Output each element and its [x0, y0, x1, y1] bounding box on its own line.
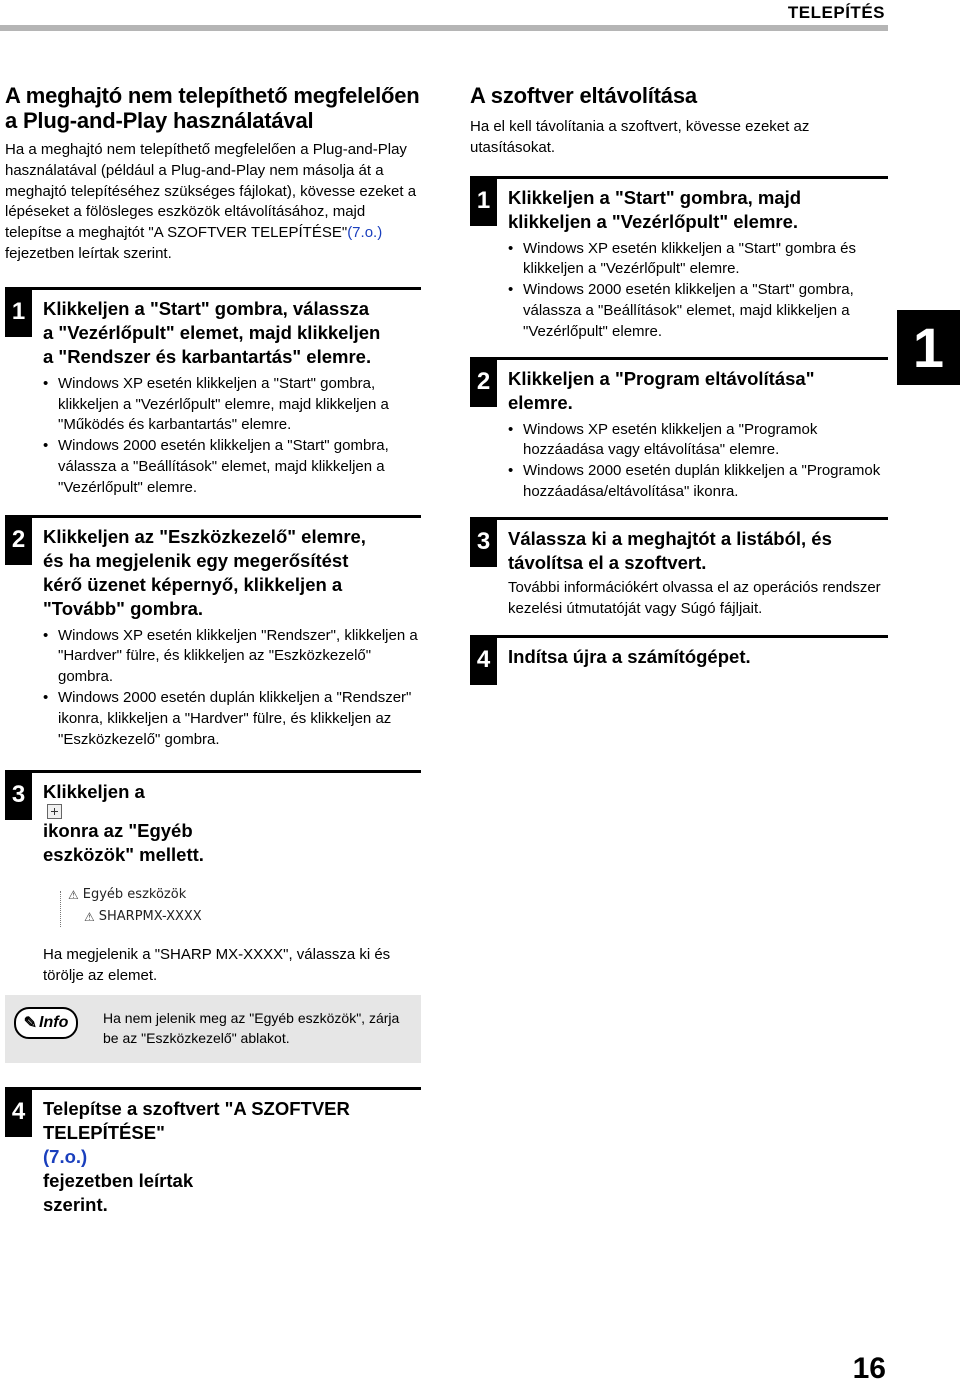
- step-rule: [496, 517, 888, 520]
- left-title-line1: A meghajtó nem telepíthető megfelelően: [5, 83, 420, 108]
- left-column: [5, 83, 421, 1217]
- step-body: Ha megjelenik a "SHARP MX-XXXX", válassza ki és törölje az elemet.: [43, 946, 391, 985]
- step-rule: [496, 357, 888, 360]
- header-rule: [0, 25, 888, 31]
- step-rule: [496, 176, 888, 179]
- tree-connector: [60, 891, 62, 927]
- chapter-tab: 1: [897, 310, 960, 385]
- left-title-line2: a Plug-and-Play használatával: [5, 108, 314, 133]
- step-title: [43, 515, 421, 621]
- right-step-1: [470, 176, 888, 343]
- step-title-line: Klikkeljen a "Program eltávolítása": [508, 367, 815, 389]
- tree-item-label: Egyéb eszközök: [82, 887, 187, 903]
- left-step-3: [5, 770, 421, 1063]
- device-tree-screenshot: [48, 883, 228, 933]
- bullet-item: • Windows 2000 esetén klikkeljen a "Start" gombra, válassza a "Beállítások" elemet, majd klikkeljen a "Vezérlőpult" elemre.: [43, 436, 421, 498]
- step-title: [43, 1087, 421, 1217]
- step-body: További információkért olvassa el az operációs rendszer kezelési útmutatóját vagy Súgó fájljait.: [508, 578, 881, 617]
- left-step-1: [5, 287, 421, 499]
- step-title-line: Indítsa újra a számítógépet.: [508, 646, 751, 668]
- left-intro-text: Ha a meghajtó nem telepíthető megfelelően a Plug-and-Play használatával (például a Plug-and-Play nem másolja át a meghajtó telepítéséhez szükséges fájlokat), kövesse ezeket a lépéseket a fölösleges eszközök eltávolításához, majd telepítse a meghajtót "A SZOFTVER TELEPÍTÉSE": [5, 141, 417, 242]
- step-title-line: eszközök" mellett.: [43, 844, 204, 866]
- step-title-line: Klikkeljen a "Start" gombra, majd: [508, 186, 802, 208]
- step-number: 3: [5, 770, 32, 820]
- step-title-line: "Tovább" gombra.: [43, 597, 204, 619]
- step-number: 4: [5, 1087, 32, 1137]
- bullet-item: • Windows 2000 esetén klikkeljen a "Start" gombra, válassza a "Beállítások" elemet, majd klikkeljen a "Vezérlőpult" elemre.: [508, 280, 888, 342]
- header-title: TELEPÍTÉS: [787, 3, 885, 22]
- right-section-title: A szoftver eltávolítása: [470, 83, 697, 108]
- step-rule: [31, 1087, 421, 1090]
- step-number: 1: [470, 176, 497, 226]
- step-title-line: Telepítse a szoftvert "A SZOFTVER: [43, 1097, 350, 1119]
- step-bullets: [43, 626, 421, 751]
- step-number: 2: [5, 515, 32, 565]
- step-title: [43, 287, 421, 369]
- step-title: [508, 517, 888, 575]
- left-intro-end: fejezetben leírtak szerint.: [5, 244, 172, 262]
- right-intro: Ha el kell távolítania a szoftvert, kövesse ezeket az utasításokat.: [470, 118, 810, 156]
- bullet-item: • Windows XP esetén klikkeljen a "Start" gombra, klikkeljen a "Vezérlőpult" elemre, majd klikkeljen a "Működés és karbantartás" elemre.: [43, 374, 421, 436]
- info-text: Ha nem jelenik meg az "Egyéb eszközök", zárja be az "Eszközkezelő" ablakot.: [103, 1009, 400, 1046]
- step-title-line: elemre.: [508, 391, 573, 413]
- info-badge-label: Info: [39, 1013, 69, 1031]
- warning-device-icon: ⚠: [84, 909, 95, 924]
- step-title-line: klikkeljen a "Vezérlőpult" elemre.: [508, 210, 799, 232]
- right-step-3: [470, 517, 888, 620]
- info-badge: [14, 1007, 78, 1039]
- step-bullets: [43, 374, 421, 499]
- left-step-2: [5, 515, 421, 751]
- step-bullets: [508, 420, 888, 503]
- bullet-item: • Windows 2000 esetén duplán klikkeljen a "Rendszer" ikonra, klikkeljen a "Hardver" fülre, és klikkeljen az "Eszközkezelő" gombra.: [43, 688, 421, 750]
- step-title-line: Válassza ki a meghajtót a listából, és: [508, 527, 832, 549]
- step-title-line: a "Vezérlőpult" elemet, majd klikkeljen: [43, 321, 381, 343]
- left-intro: [5, 140, 421, 265]
- step-rule: [496, 635, 888, 638]
- pencil-icon: ✎: [23, 1014, 38, 1032]
- step-rule: [31, 515, 421, 518]
- tree-item-label: SHARPMX-XXXX: [98, 909, 202, 925]
- step-title-line: a "Rendszer és karbantartás" elemre.: [43, 345, 372, 367]
- step-title-line: távolítsa el a szoftvert.: [508, 551, 707, 573]
- step-number: 4: [470, 635, 497, 685]
- step-title-line: kérő üzenet képernyő, klikkeljen a: [43, 573, 343, 595]
- warning-device-icon: ⚠: [68, 887, 79, 902]
- step-number: 1: [5, 287, 32, 337]
- step-title-part: TELEPÍTÉSE": [43, 1121, 165, 1143]
- right-column: [470, 83, 888, 674]
- step-title-line: [43, 780, 421, 843]
- step-rule: [31, 770, 421, 773]
- left-step-4: [5, 1087, 421, 1217]
- tree-row-sharp-device[interactable]: [84, 909, 202, 924]
- expand-plus-icon: [47, 804, 62, 819]
- step-rule: [31, 287, 421, 290]
- right-step-2: [470, 357, 888, 503]
- step-title: [508, 176, 888, 234]
- step-number: 2: [470, 357, 497, 407]
- bullet-item: • Windows XP esetén klikkeljen a "Programok hozzáadása vagy eltávolítása" elemre.: [508, 420, 888, 462]
- step-title-line: [43, 1121, 421, 1193]
- step-title-part: fejezetben leírtak: [43, 1169, 194, 1191]
- step-title-line: és ha megjelenik egy megerősítést: [43, 549, 349, 571]
- bullet-item: • Windows 2000 esetén duplán klikkeljen a "Programok hozzáadása/eltávolítása" ikonra.: [508, 461, 888, 503]
- page-number: 16: [852, 1352, 886, 1385]
- step-bullets: [508, 239, 888, 343]
- step-number: 3: [470, 517, 497, 567]
- step-title: [508, 635, 888, 669]
- step-title-part: Klikkeljen a: [43, 781, 145, 803]
- tree-row-other-devices[interactable]: [68, 887, 186, 902]
- step-title: [43, 770, 421, 867]
- step-title-part: ikonra az "Egyéb: [43, 820, 193, 842]
- right-step-4: [470, 635, 888, 674]
- step-title-line: szerint.: [43, 1193, 108, 1215]
- step-title-line: Klikkeljen az "Eszközkezelő" elemre,: [43, 525, 366, 547]
- step-title-link[interactable]: (7.o.): [43, 1145, 88, 1167]
- info-box: [5, 995, 421, 1063]
- step-title-line: Klikkeljen a "Start" gombra, válassza: [43, 297, 370, 319]
- left-section-title: [5, 83, 421, 133]
- left-intro-link[interactable]: (7.o.): [347, 224, 383, 242]
- step-title: [508, 357, 888, 415]
- bullet-item: • Windows XP esetén klikkeljen a "Start" gombra és klikkeljen a "Vezérlőpult" elemre.: [508, 239, 888, 281]
- bullet-item: • Windows XP esetén klikkeljen "Rendszer", klikkeljen a "Hardver" fülre, és klikkeljen az "Eszközkezelő" gombra.: [43, 626, 421, 688]
